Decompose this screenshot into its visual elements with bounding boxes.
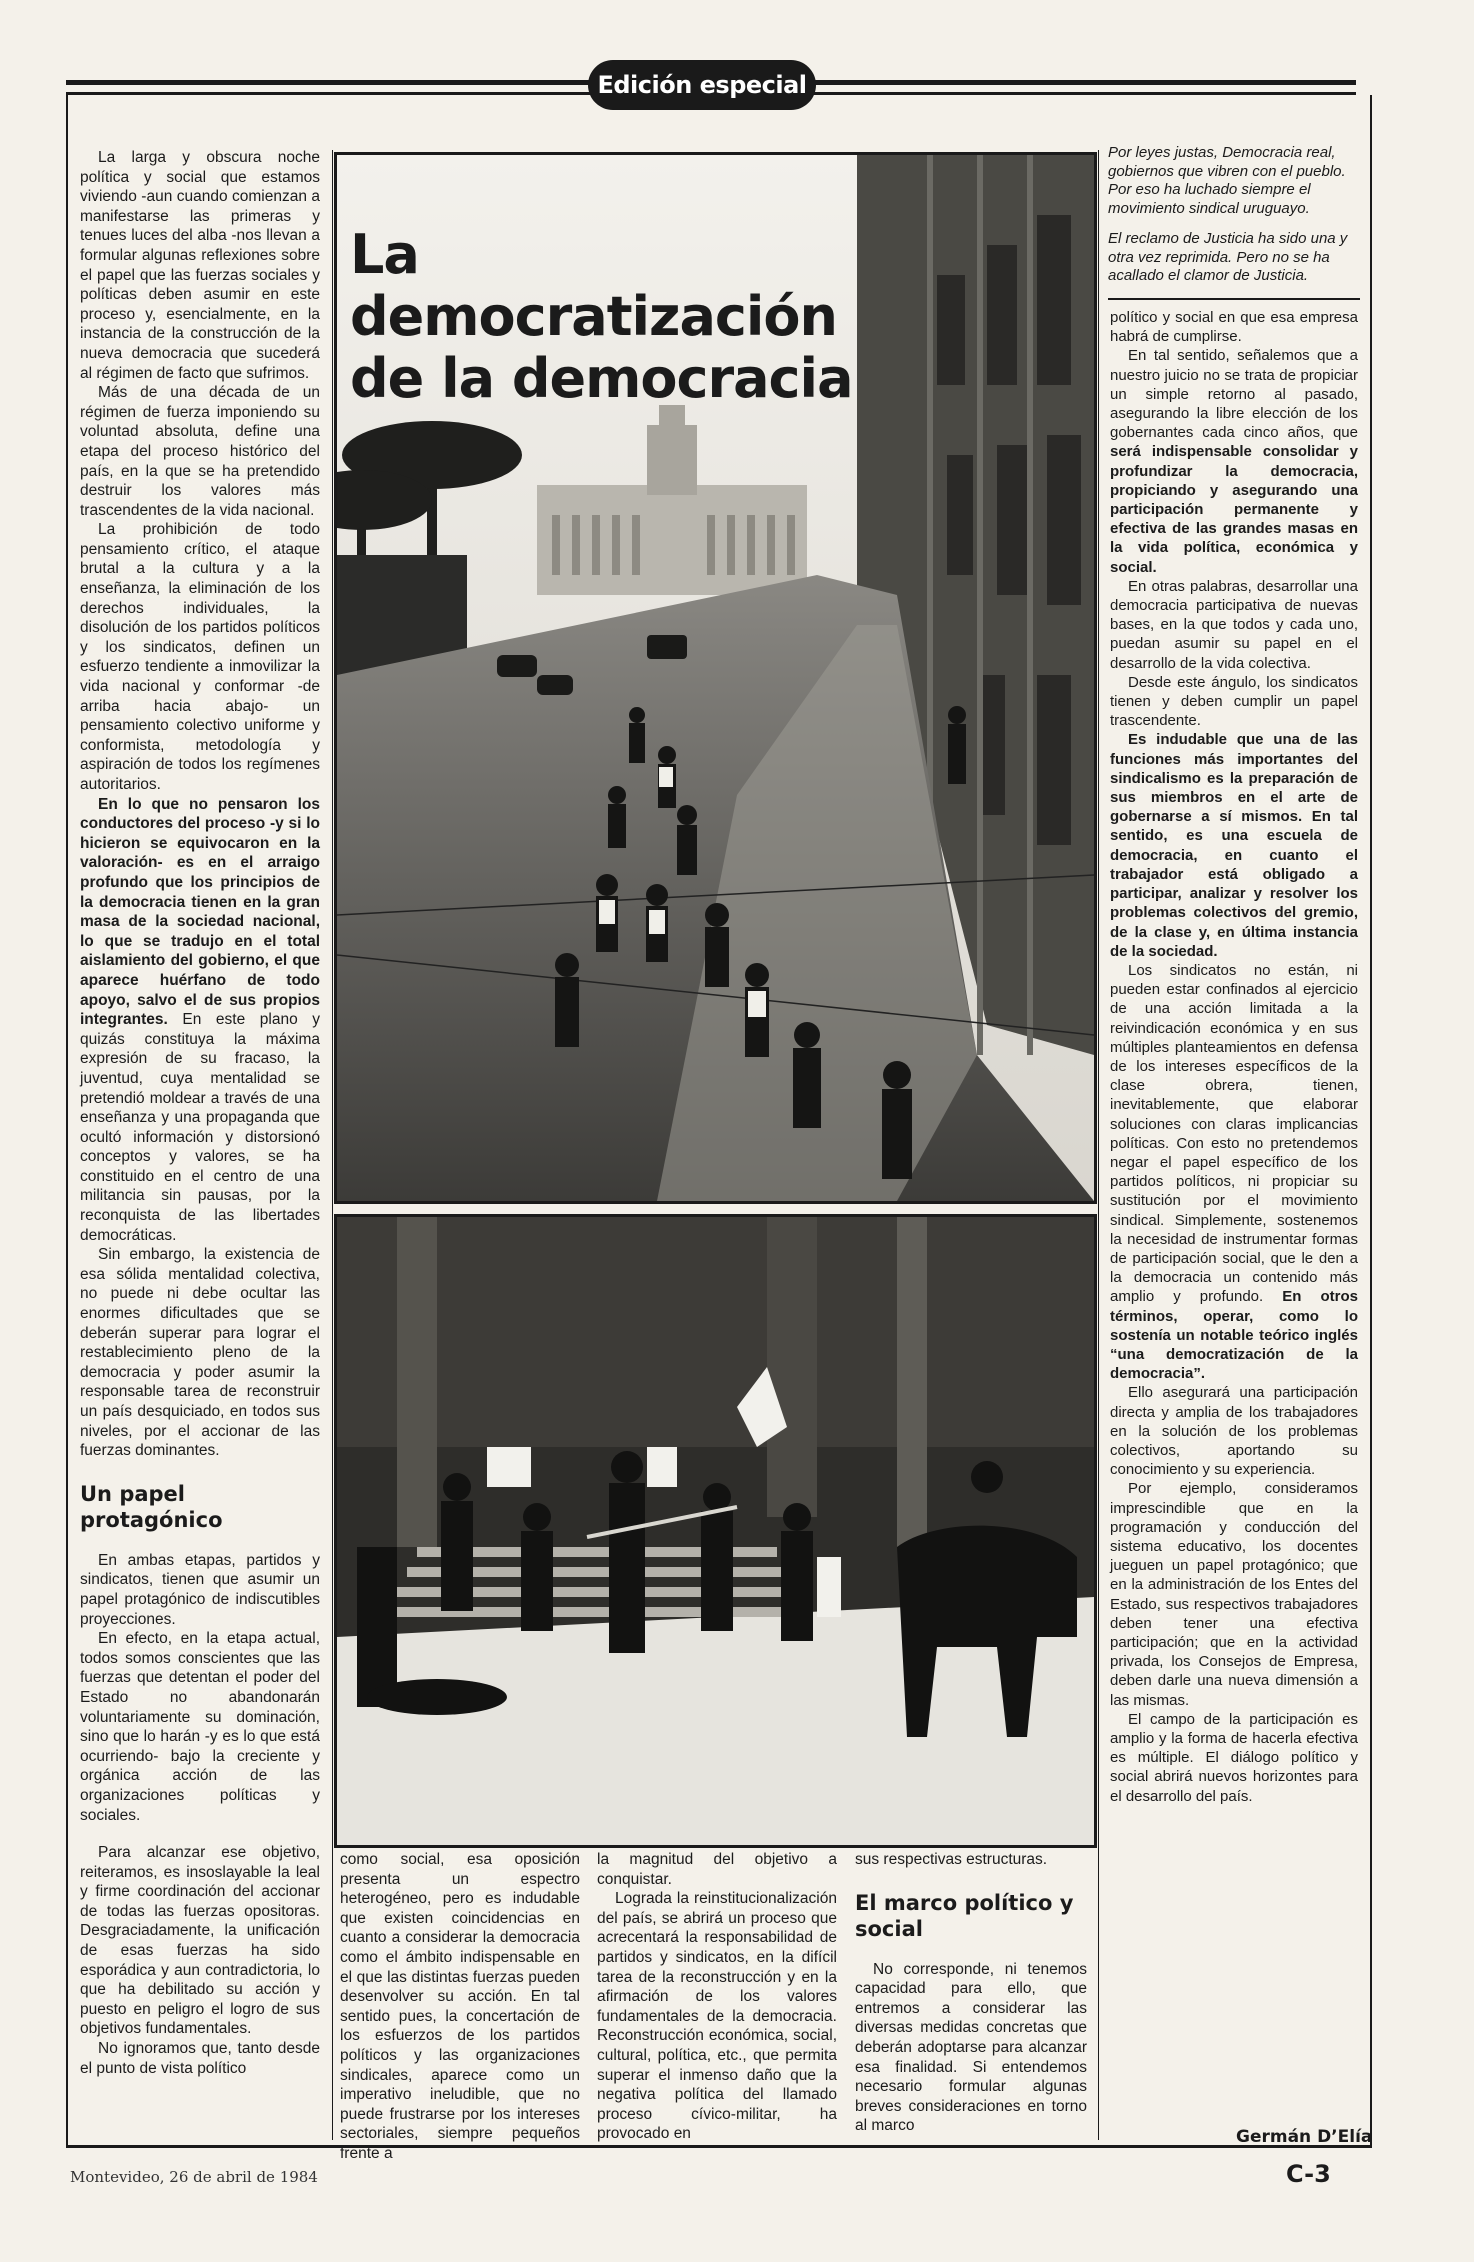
col1-paragraph: Más de una década de un régimen de fuerza imponiendo su voluntad absoluta, define una etapa del proceso histórico del país, en la que se ha pretendido destruir los valores más trascendentes de la vida nacional. [80, 384, 320, 519]
col5-paragraph: El campo de la participación es amplio y la forma de hacerla efectiva es múltiple. El diálogo político y social abrirá nuevos horizontes para el desarrollo del país. [1110, 1710, 1358, 1805]
col1-paragraph: La larga y obscura noche política y social que estamos viviendo -aun cuando comienzan a manifestarse las primeras y tenues luces del alba -nos llevan a formular algunas reflexiones sobre el papel que las fuerzas sociales y políticas deben asumir en este proceso y, esencialmente, en la instancia de la construcción de la nueva democracia que sucederá al régimen de facto que sufrimos. [80, 149, 320, 382]
footer-date: Montevideo, 26 de abril de 1984 [70, 2168, 318, 2186]
col5-paragraph: político y social en que esa empresa habrá de cumplirse. [1110, 309, 1358, 346]
col5-paragraph: Por ejemplo, consideramos imprescindible que en la programación y conducción del sistema educativo, los docentes jueguen un papel protagónico; que en la administración de los Entes del Estado, sus respectivos trabajadores deben tener una efectiva participación; que en la actividad privada, los Consejos de Empresa, deben darle una nueva dimensión a las mismas. [1110, 1480, 1358, 1709]
col5-paragraph: Ello asegurará una participación directa y amplia de los trabajadores en la solución de los problemas colectivos, aportando su conocimiento y su experiencia. [1110, 1384, 1358, 1479]
col1-paragraph: En efecto, en la etapa actual, todos somos conscientes que las fuerzas que detentan el poder del Estado no abandonarán voluntariamente su dominación, sino que lo harán -y es lo que está ocurriendo- bajo la creciente y orgánica acción de las organizaciones políticas y sociales. [80, 1630, 320, 1824]
col4-paragraph: sus respectivas estructuras. [855, 1851, 1048, 1868]
col-divider-left [332, 150, 333, 2140]
col1-paragraph [80, 795, 320, 1246]
column-2 [340, 1850, 580, 2164]
col5-text-run: Los sindicatos no están, ni pueden estar confinados al ejercicio de una acción limitada a la reivindicación económica y en sus múltiples planteamientos en defensa de los intereses específicos de la clase obrera, tienen, inevitablemente, que elaborar soluciones con claras implicancias políticas. Con esto no pretendemos negar el papel específico de los partidos políticos, ni propiciar su sustitución por el movimiento sindical. Simplemente, sostenemos la necesidad de instrumentar formas de participación social, que le den a la democracia un contenido más amplio y profundo. [1110, 961, 1358, 1306]
author-signature: Germán D’Elía [1236, 2127, 1373, 2147]
pull-quote [1108, 144, 1358, 298]
col5-bold-run: será indispensable consolidar y profundizar la democracia, propiciando y asegurando una participación permanente y efectiva de las grandes masas en la vida política, económica y social. [1110, 443, 1358, 576]
col5-text-run: En tal sentido, señalemos que a nuestro juicio no se trata de propiciar un simple retorno al pasado, asegurando la libre elección de los gobernantes cada cinco años, que [1110, 347, 1358, 442]
left-frame-rule [66, 95, 68, 2145]
subheading-papel-protagonico: Un papel protagónico [80, 1481, 223, 1532]
quote-paragraph: El reclamo de Justicia ha sido una y otra vez reprimida. Pero no se ha acallado el clamor de Justicia. [1108, 230, 1348, 284]
col3-paragraph: Lograda la reinstitucionalización del país, se abrirá un proceso que acrecentará la responsabilidad de partidos y sindicatos, en la difícil tarea de la reconstrucción y en la afirmación de los valores fundamentales de la democracia. Reconstrucción económica, social, cultural, política, etc., que permita superar el inmenso daño que la negativa política del llamado proceso cívico-militar, ha provocado en [597, 1890, 837, 2143]
column-4 [855, 1850, 1087, 2136]
section-badge: Edición especial [588, 60, 816, 110]
quote-bottom-rule [1108, 298, 1360, 300]
col3-paragraph: la magnitud del objetivo a conquistar. [597, 1851, 837, 1888]
col2-paragraph: como social, esa oposición presenta un espectro heterogéneo, pero es indudable que existen coincidencias en cuanto a considerar la democracia como el ámbito indispensable en el que las distintas fuerzas pueden desenvolver su acción. En tal sentido pues, la concertación de los esfuerzos de los partidos políticos y las organizaciones sindicales, aparece como un imperativo ineludible, que no puede frustrarse por los intereses sectoriales, siempre pequeños frente a [340, 1851, 580, 2162]
col-divider-right [1098, 150, 1099, 2140]
headline-line-1: La democratización [350, 223, 837, 348]
page-number: C-3 [1286, 2160, 1331, 2188]
col1-bold-run: En lo que no pensaron los conductores del proceso -y si lo hicieron se equivocaron en la valoración- es en el arraigo profundo que los principios de la democracia tienen en la gran masa de la sociedad nacional, lo que se tradujo en el total aislamiento del gobierno, el que aparece huérfano de todo apoyo, salvo el de sus propios integrantes. [80, 795, 320, 1029]
subheading-marco-politico: El marco político y social [855, 1890, 1074, 1941]
bottom-rule [66, 2145, 1372, 2148]
col4-paragraph: No corresponde, ni tenemos capacidad para ello, que entremos a considerar las diversas medidas concretas que deberán adoptarse para alcanzar esa finalidad. Si entendemos necesario formular algunas breves consideraciones en torno al marco [855, 1960, 1087, 2135]
col1-paragraph: En ambas etapas, partidos y sindicatos, tienen que asumir un papel protagónico de indiscutibles proyecciones. [80, 1551, 320, 1628]
col1-paragraph: No ignoramos que, tanto desde el punto de vista político [80, 2040, 320, 2077]
column-1 [80, 148, 320, 2078]
col1-paragraph: La prohibición de todo pensamiento crítico, el ataque brutal a la cultura y a la enseñanza, la eliminación de los derechos individuales, la disolución de los partidos políticos y los sindicatos, definen un esfuerzo tendiente a inmovilizar la vida nacional y conformar -de arriba hacia abajo- un pensamiento colectivo uniforme y conformista, metodología y aspiración de todos los regímenes autoritarios. [80, 521, 320, 793]
column-5 [1110, 308, 1358, 1806]
col5-paragraph: Desde este ángulo, los sindicatos tienen y deben cumplir un papel trascendente. [1110, 673, 1358, 730]
col5-paragraph: Es indudable que una de las funciones más importantes del sindicalismo es la preparación de sus miembros en el arte de gobernarse a sí mismos. En tal sentido, es una escuela de democracia, en cuanto el trabajador está obligado a participar, analizar y resolver los problemas colectivos del gremio, de la clase y, en última instancia de la sociedad. [1110, 731, 1358, 960]
col1-paragraph: Para alcanzar ese objetivo, reiteramos, es insoslayable la leal y firme coordinación del accionar de todas las fuerzas opositoras. Desgraciadamente, la unificación de esas fuerzas ha sido esporádica y aun contradictoria, lo que ha debilitado su acción y puesto en peligro el logro de sus objetivos fundamentales. [80, 1844, 320, 2038]
article-headline [350, 224, 910, 410]
col5-bold-run: En otros términos, operar, como lo sostenía un notable teórico inglés “una democratización de la democracia”. [1110, 1288, 1358, 1383]
quote-paragraph: Por leyes justas, Democracia real, gobiernos que vibren con el pueblo. Por eso ha luchado siempre el movimiento sindical uruguayo. [1108, 144, 1346, 217]
police-repression-photo [334, 1214, 1097, 1848]
headline-line-2: de la democracia [350, 347, 853, 410]
col5-paragraph [1110, 961, 1358, 1383]
col5-paragraph: En otras palabras, desarrollar una democracia participativa de nuevas bases, en la que todos y cada uno, puedan asumir su papel en el desarrollo de la vida colectiva. [1110, 577, 1358, 672]
col5-paragraph [1110, 346, 1358, 576]
column-3 [597, 1850, 837, 2144]
col1-paragraph: Sin embargo, la existencia de esa sólida mentalidad colectiva, no puede ni debe ocultar las enormes dificultades que se deberán superar para lograr el restablecimiento pleno de la democracia y poder asumir la responsable tarea de reconstruir un país desquiciado, en todos sus niveles, por el accionar de las fuerzas dominantes. [80, 1246, 320, 1460]
col1-text-run: En este plano y quizás constituya la máxima expresión de su fracaso, la juventud, cuya mentalidad se pretendió moldear a través de una enseñanza y una propaganda que ocultó información y distorsionó conceptos y valores, se ha constituido en el centro de una militancia sin pausas, por la reconquista de las libertades democráticas. [80, 1011, 320, 1244]
right-frame-rule [1370, 95, 1372, 2145]
